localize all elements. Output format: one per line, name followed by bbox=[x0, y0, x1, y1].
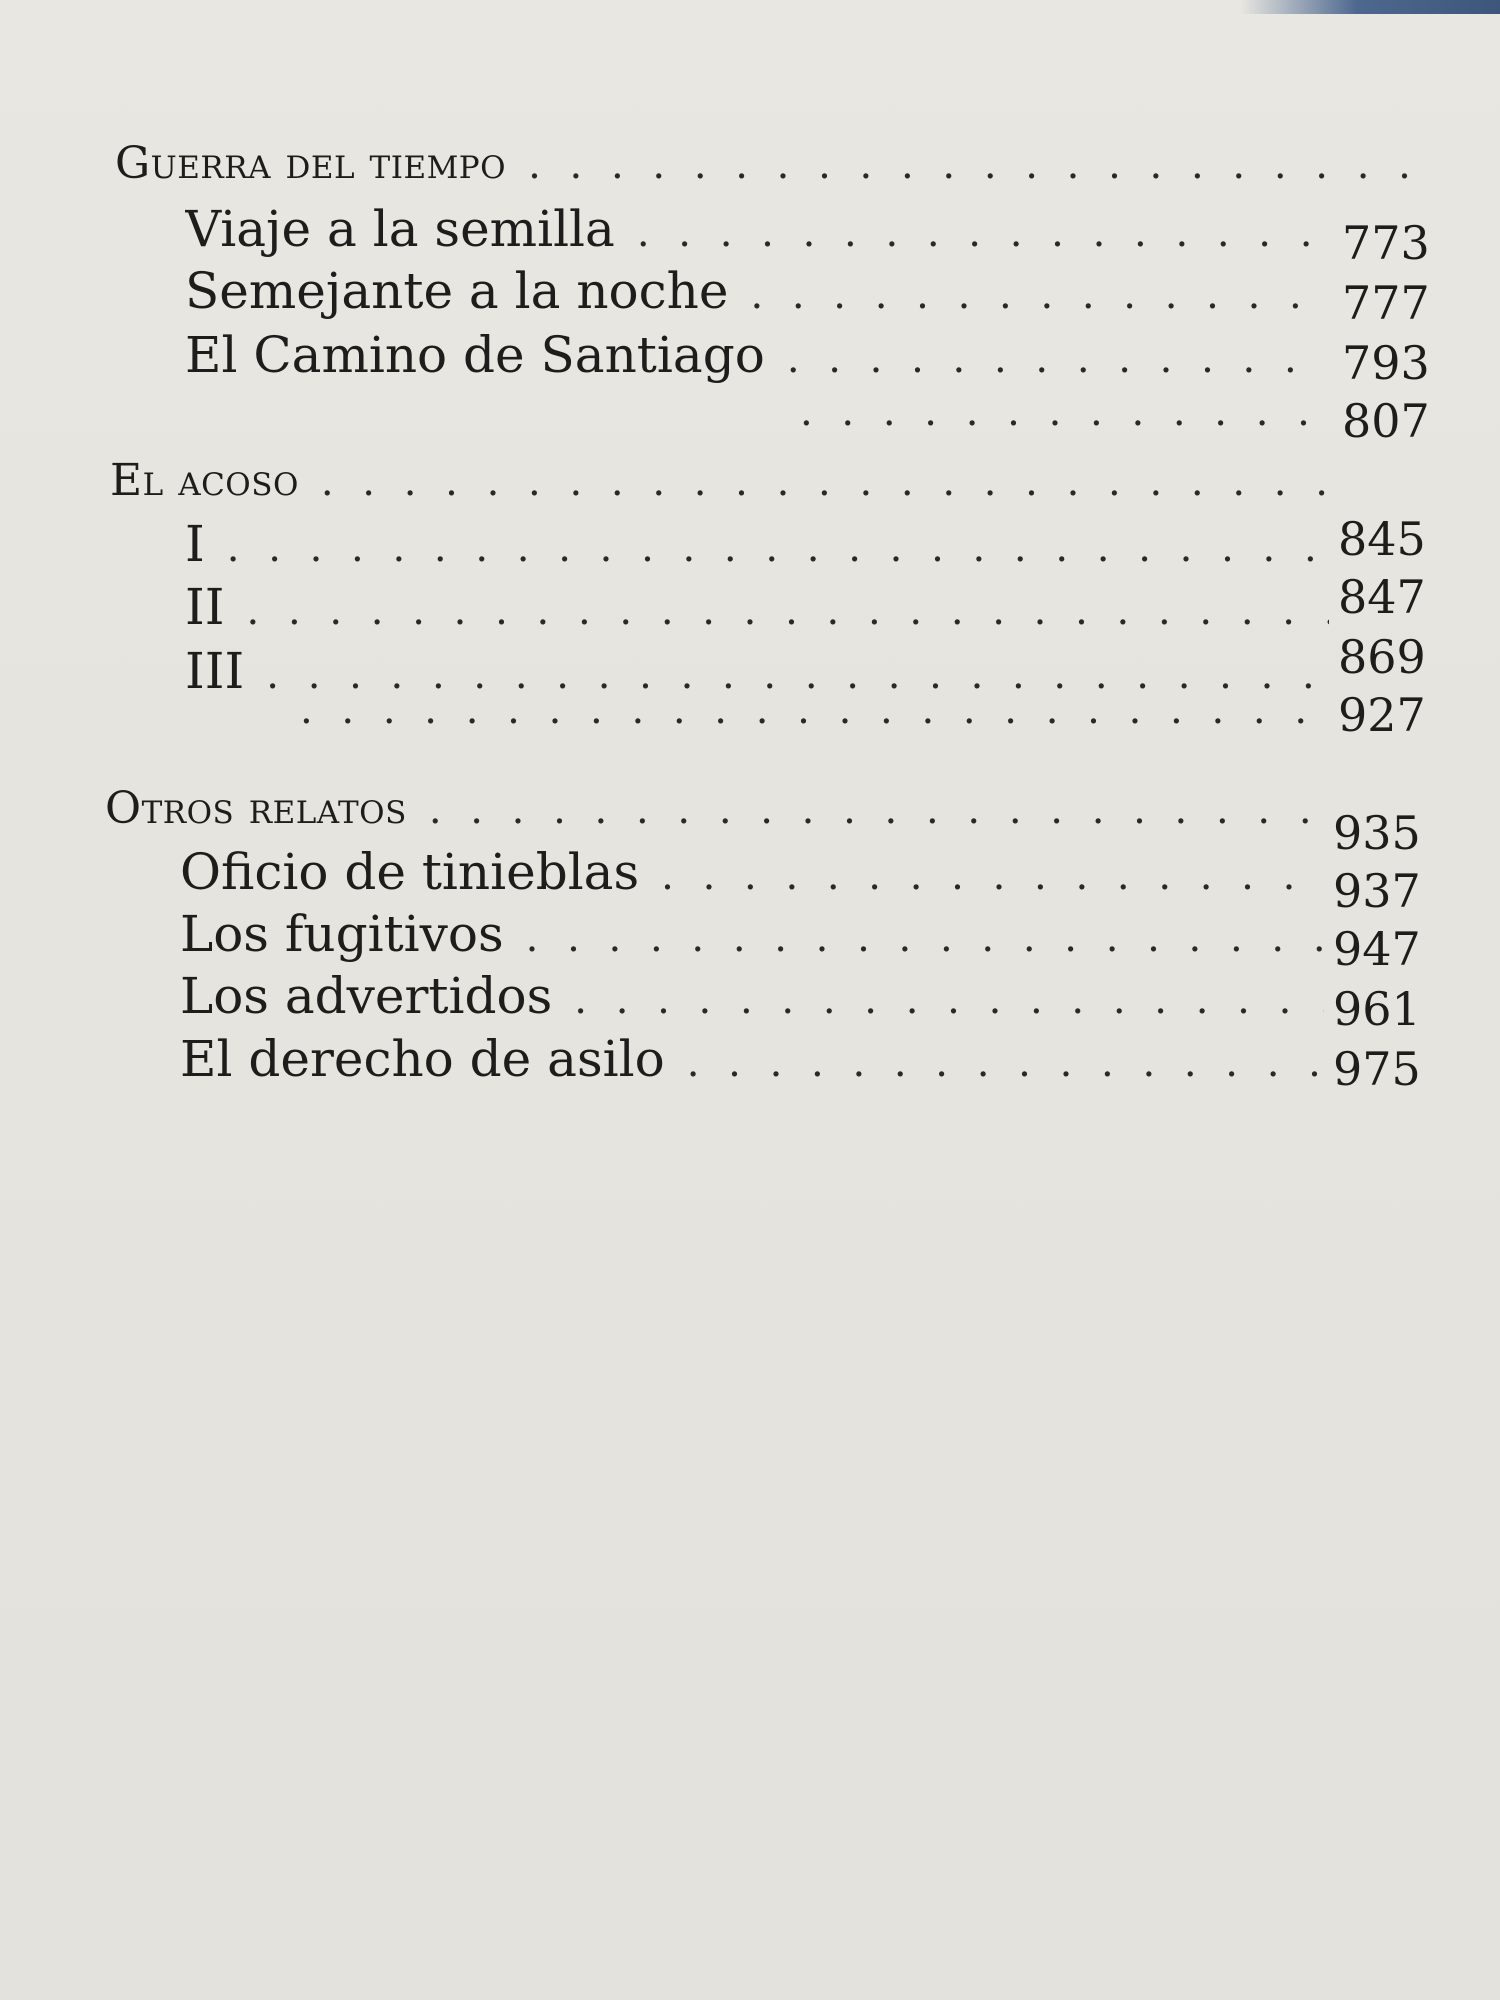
page-number: 935 bbox=[1333, 806, 1421, 860]
dot-leader bbox=[787, 339, 1329, 379]
section-title: Otros relatos bbox=[105, 783, 407, 834]
page-number: 845 bbox=[1338, 512, 1426, 566]
dot-leader bbox=[750, 275, 1329, 315]
dot-leader bbox=[528, 145, 1434, 185]
page-number: 847 bbox=[1338, 570, 1426, 624]
dot-leader bbox=[300, 690, 1329, 730]
toc-entry-row bbox=[180, 905, 1330, 963]
dot-leader bbox=[800, 392, 1329, 432]
dot-leader bbox=[321, 462, 1329, 502]
page-number: 937 bbox=[1333, 864, 1421, 918]
dot-leader bbox=[227, 528, 1329, 568]
entry-title: II bbox=[185, 578, 225, 636]
entry-title: Los fugitivos bbox=[180, 905, 504, 963]
dot-leader bbox=[687, 1043, 1324, 1083]
page-number: 773 bbox=[1342, 216, 1430, 270]
toc-heading-row bbox=[105, 783, 1330, 834]
toc-heading-row bbox=[115, 138, 1440, 189]
page-number: 869 bbox=[1338, 630, 1426, 684]
toc-entry-row bbox=[185, 200, 1335, 258]
dot-leader bbox=[247, 591, 1329, 631]
entry-title: Oficio de tinieblas bbox=[180, 843, 640, 901]
dot-leader bbox=[637, 213, 1329, 253]
section-title: Guerra del tiempo bbox=[115, 138, 507, 189]
entry-title: I bbox=[185, 515, 205, 573]
section-title: El acoso bbox=[110, 455, 299, 506]
dot-leader bbox=[526, 918, 1324, 958]
toc-leader-row bbox=[300, 690, 1335, 730]
dot-leader bbox=[661, 856, 1324, 896]
toc-entry-row bbox=[185, 515, 1335, 573]
toc-entry-row bbox=[185, 578, 1335, 636]
dot-leader bbox=[429, 790, 1324, 830]
entry-title: Semejante a la noche bbox=[185, 262, 729, 320]
page-number: 777 bbox=[1342, 276, 1430, 330]
entry-title: El Camino de Santiago bbox=[185, 326, 765, 384]
toc-entry-row bbox=[180, 1030, 1330, 1088]
toc-entry-row bbox=[185, 262, 1335, 320]
entry-title: Los advertidos bbox=[180, 967, 553, 1025]
entry-title: Viaje a la semilla bbox=[185, 200, 615, 258]
page-number: 927 bbox=[1338, 688, 1426, 742]
page-number: 807 bbox=[1342, 394, 1430, 448]
page-number: 975 bbox=[1333, 1042, 1421, 1096]
dot-leader bbox=[266, 655, 1329, 695]
toc-entry-row bbox=[180, 967, 1330, 1025]
page-number: 793 bbox=[1342, 336, 1430, 390]
entry-title: III bbox=[185, 642, 245, 700]
page-number: 947 bbox=[1333, 922, 1421, 976]
toc-heading-row bbox=[110, 455, 1335, 506]
dot-leader bbox=[574, 980, 1324, 1020]
toc-entry-row bbox=[180, 843, 1330, 901]
entry-title: El derecho de asilo bbox=[180, 1030, 665, 1088]
toc-leader-row bbox=[800, 392, 1335, 432]
toc-entry-row bbox=[185, 326, 1335, 384]
page-number: 961 bbox=[1333, 982, 1421, 1036]
